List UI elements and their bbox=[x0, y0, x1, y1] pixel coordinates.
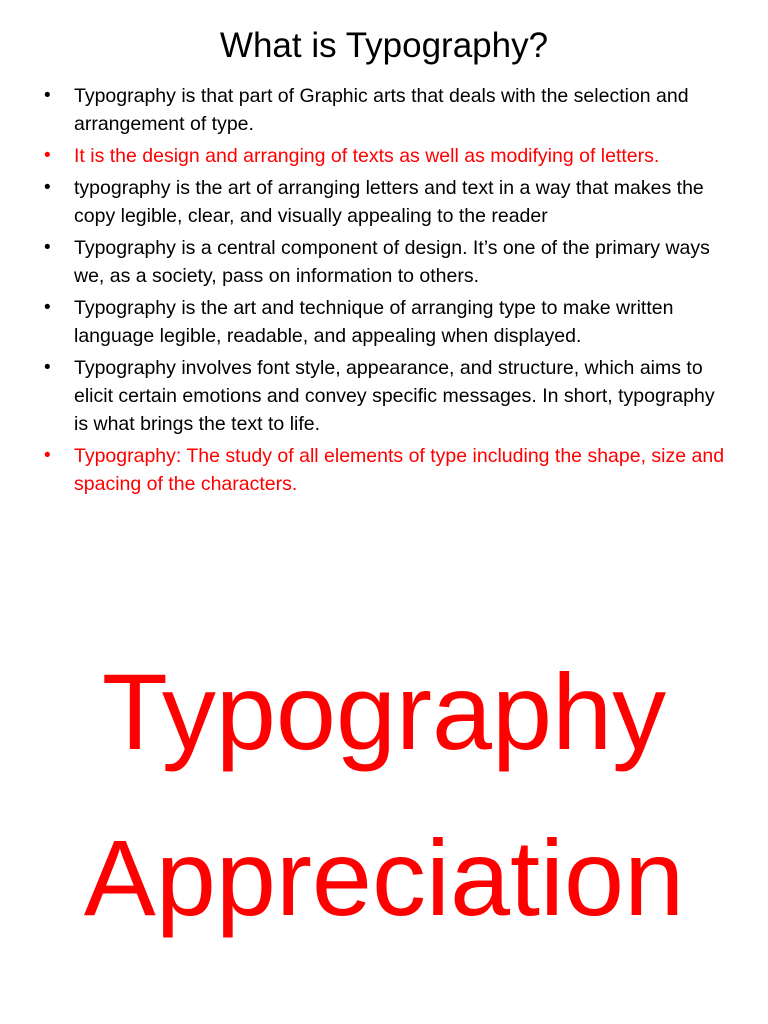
bullet-text: Typography involves font style, appearance, and structure, which aims to elicit certain emotions and convey specific messages. In short, typography is what brings the text to life. bbox=[74, 357, 715, 435]
bullet-text: Typography is a central component of design. It’s one of the primary ways we, as a society, pass on information to others. bbox=[74, 237, 710, 287]
bullet-marker: • bbox=[44, 177, 51, 198]
big-title-line-2: Appreciation bbox=[83, 817, 685, 938]
bullet-marker: • bbox=[44, 357, 51, 378]
big-title-line-1: Typography bbox=[101, 651, 667, 772]
bullet-item-3 bbox=[42, 174, 732, 230]
bullet-item-7 bbox=[42, 442, 732, 498]
bullet-text: typography is the art of arranging letters and text in a way that makes the copy legible, clear, and visually appealing to the reader bbox=[74, 177, 704, 227]
slide-title: What is Typography? bbox=[219, 26, 549, 65]
bullet-marker: • bbox=[44, 237, 51, 258]
bullet-marker: • bbox=[44, 445, 51, 466]
bullet-item-2 bbox=[42, 142, 732, 170]
bullet-marker: • bbox=[44, 145, 51, 166]
bullet-marker: • bbox=[44, 297, 51, 318]
bullet-item-5 bbox=[42, 294, 732, 350]
bullet-marker: • bbox=[44, 85, 51, 106]
bullet-item-6 bbox=[42, 354, 732, 438]
bullet-text: Typography is the art and technique of arranging type to make written language legible, readable, and appealing when displayed. bbox=[74, 297, 674, 347]
bullet-item-4 bbox=[42, 234, 732, 290]
bullet-text: Typography: The study of all elements of type including the shape, size and spacing of the characters. bbox=[74, 445, 725, 495]
bullet-list bbox=[42, 82, 732, 502]
bullet-item-1 bbox=[42, 82, 732, 138]
bullet-text: Typography is that part of Graphic arts that deals with the selection and arrangement of type. bbox=[74, 85, 689, 135]
bullet-text: It is the design and arranging of texts as well as modifying of letters. bbox=[74, 145, 660, 167]
